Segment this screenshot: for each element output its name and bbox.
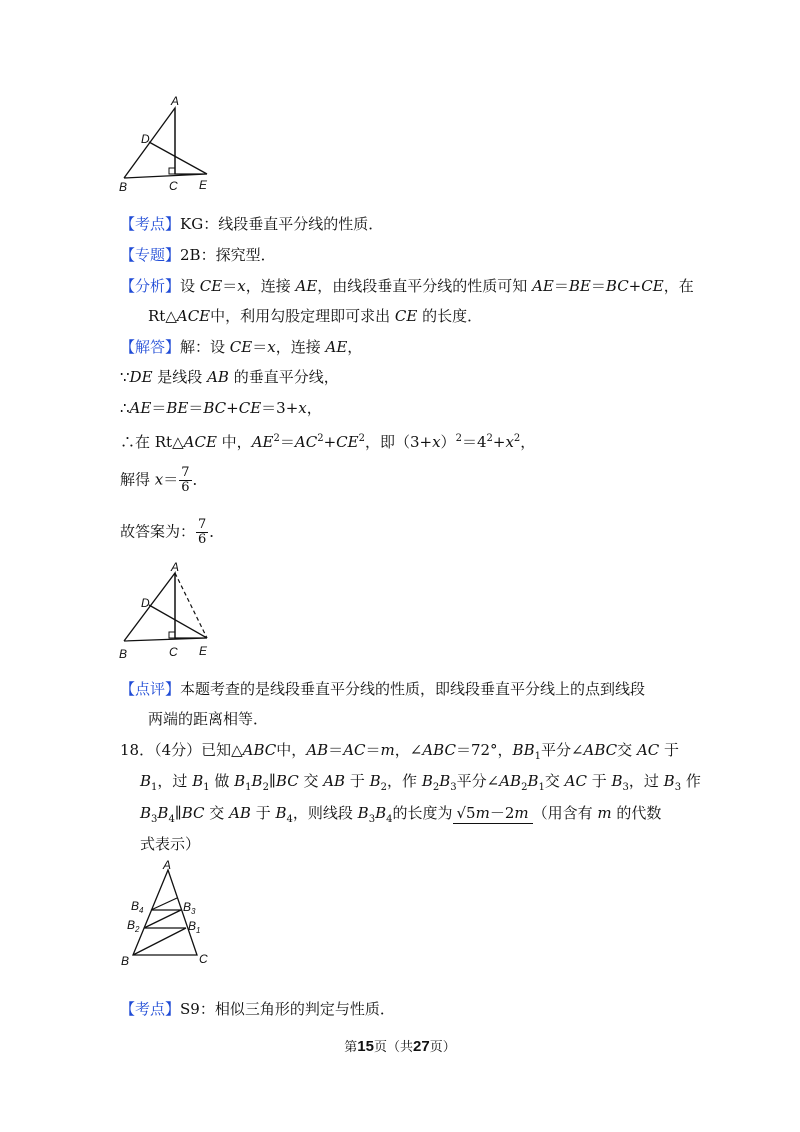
- kaodian-1: [120, 214, 383, 234]
- fig3-label-B1: $B_1$: [188, 919, 201, 935]
- page-footer: 第15页（共27页）: [344, 1038, 456, 1055]
- page-number: 15: [357, 1038, 374, 1055]
- tag-kaodian-2: 【考点】: [120, 1000, 181, 1018]
- fig1-label-B: B: [119, 180, 128, 192]
- fig2-label-D: D: [141, 596, 150, 610]
- fig1-label-C: C: [169, 179, 178, 192]
- jieda-line-1: 【解答】解：设 CE＝x，连接 AE，: [120, 338, 363, 356]
- fenxi-line-2: Rt△ACE中，利用勾股定理即可求出 CE 的长度．: [148, 307, 483, 325]
- q18-line-4: 式表示）: [140, 835, 201, 853]
- jieda-line-5: 解得 x＝ $\frac{7}{6}$ ．: [120, 465, 208, 495]
- fig3-label-B: B: [121, 954, 130, 968]
- kaodian-2-text: S9：相似三角形的判定与性质．: [180, 1000, 395, 1018]
- tag-dianping: 【点评】: [120, 680, 181, 698]
- jieda-line-3: ∴AE＝BE＝BC+CE＝3+x，: [120, 399, 322, 417]
- dianping-line-2: 两端的距离相等．: [148, 710, 269, 728]
- fenxi-line-1: 【分析】设 CE＝x，连接 AE，由线段垂直平分线的性质可知 AE＝BE＝BC+CE，在: [120, 277, 694, 295]
- fig2-label-A: A: [171, 560, 180, 574]
- fig3-label-A: A: [163, 858, 172, 872]
- fig1-label-D: D: [141, 132, 150, 146]
- fraction-7-6: $\frac{7}{6}$: [181, 465, 190, 495]
- tag-fenxi: 【分析】: [120, 277, 181, 295]
- figure-3-triangle: [115, 858, 215, 970]
- fig2-label-C: C: [169, 645, 178, 659]
- q18-line-1: 18．（4分）已知△ABC中，AB＝AC＝m，∠ABC＝72°，$BB_1$平分∠ABC交 AC 于: [120, 741, 680, 762]
- jieda-line-4: ∴在 Rt△ACE 中，$AE^2=AC^2+CE^2$，即$(3+x)^2=4^2+x^2$，: [120, 433, 536, 451]
- zhuanti-text: 2B：探究型．: [180, 246, 276, 264]
- page-total: 27: [413, 1038, 430, 1055]
- dianping-line-1: 【点评】本题考查的是线段垂直平分线的性质，即线段垂直平分线上的点到线段: [120, 680, 646, 698]
- q18-line-2: $B_1$，过 $B_1$ 做 $B_1B_2\parallel BC$ 交 AB 于 $B_2$，作 $B_2B_3$平分$\angle AB_2B_1$交 AC 于 $B_3$，过 $B_3$ 作: [140, 772, 701, 793]
- fig1-label-E: E: [199, 178, 208, 192]
- fig3-label-B4: $B_4$: [131, 899, 144, 915]
- fig3-label-C: C: [199, 952, 208, 966]
- kaodian-2: [120, 999, 395, 1019]
- tag-kaodian: 【考点】: [120, 215, 181, 233]
- tag-jieda: 【解答】: [120, 338, 181, 356]
- figure-2-triangle: [115, 558, 215, 664]
- kaodian-1-text: KG：线段垂直平分线的性质．: [180, 215, 384, 233]
- jieda-line-2: ∵DE 是线段 AB 的垂直平分线，: [120, 368, 339, 386]
- figure-1-triangle: [115, 92, 215, 192]
- answer-blank: √5m－2m: [453, 803, 533, 824]
- zhuanti: [120, 245, 276, 265]
- jieda-line-6: 故答案为： $\frac{7}{6}$ ．: [120, 517, 225, 547]
- tag-zhuanti: 【专题】: [120, 246, 181, 264]
- q18-line-3: $B_3B_4\parallel BC$ 交 AB 于 $B_4$，则线段 $B_3B_4$的长度为 √5m－2m （用含有 m 的代数: [140, 804, 662, 825]
- fraction-answer: $\frac{7}{6}$: [198, 517, 207, 547]
- fig3-label-B2: $B_2$: [127, 918, 140, 934]
- fig3-label-B3: $B_3$: [183, 900, 196, 916]
- fig1-label-A: A: [171, 94, 180, 108]
- fig2-label-E: E: [199, 644, 208, 658]
- fig2-label-B: B: [119, 647, 128, 661]
